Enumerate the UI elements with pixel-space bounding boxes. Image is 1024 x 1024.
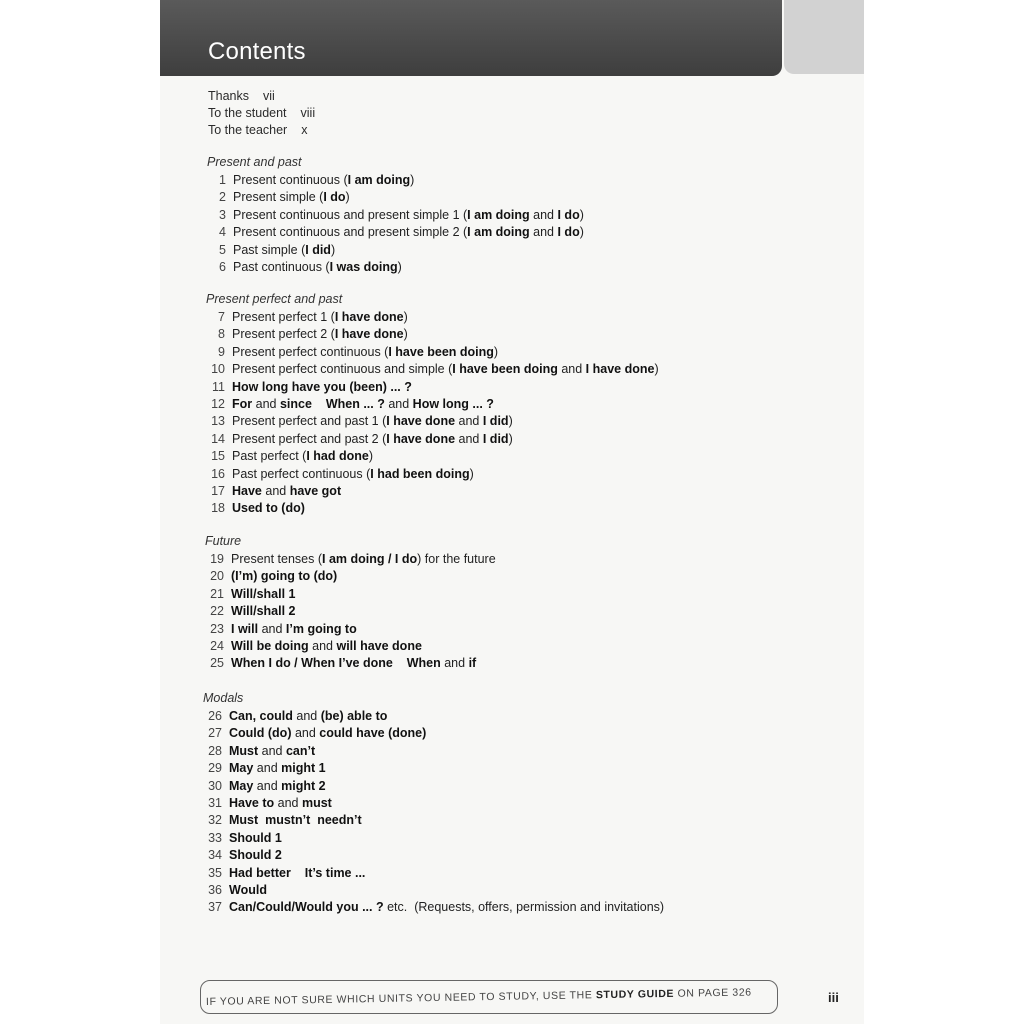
unit-number: 32: [208, 813, 222, 828]
unit-text: Present tenses (: [231, 552, 323, 566]
unit-keyword: Would: [229, 882, 267, 897]
unit-text: ): [403, 310, 408, 324]
unit-text: Present continuous and present simple 1 (: [233, 207, 468, 222]
unit-number: 7: [218, 310, 225, 324]
unit-entry[interactable]: [206, 431, 659, 448]
study-guide-link[interactable]: STUDY GUIDE: [595, 987, 675, 1002]
unit-text: ): [345, 190, 350, 205]
unit-number: 22: [210, 604, 224, 619]
unit-text: Present perfect continuous (: [232, 344, 389, 359]
unit-keyword: I have done: [334, 327, 404, 342]
unit-list: [203, 708, 664, 917]
unit-keyword: (be) able to: [320, 709, 388, 723]
unit-text: and: [455, 431, 483, 446]
unit-keyword: might 2: [281, 778, 326, 793]
unit-keyword: I am doing: [467, 207, 530, 222]
unit-number: 37: [208, 900, 222, 915]
unit-text: Present perfect and past 2 (: [232, 431, 387, 446]
unit-entry[interactable]: [207, 224, 584, 241]
front-matter-page: vii: [263, 89, 275, 103]
unit-number: 14: [211, 431, 225, 446]
unit-keyword: Must: [229, 743, 259, 758]
unit-text: Present perfect 2 (: [232, 327, 335, 342]
unit-keyword: might 1: [281, 761, 326, 776]
unit-text: and: [529, 225, 558, 240]
unit-text: Present simple (: [233, 190, 324, 205]
unit-text: ): [654, 362, 659, 377]
unit-entry[interactable]: [205, 586, 496, 603]
unit-entry[interactable]: [206, 396, 659, 413]
unit-entry[interactable]: [206, 326, 659, 343]
unit-entry[interactable]: [206, 500, 659, 517]
unit-entry[interactable]: [205, 603, 496, 620]
front-matter-item[interactable]: [208, 105, 315, 122]
section-present-perfect-and-past: [206, 291, 659, 518]
unit-keyword: When ... ?: [325, 396, 385, 411]
unit-number: 24: [210, 638, 224, 653]
unit-text: ): [469, 466, 474, 481]
unit-keyword: Should 1: [229, 830, 282, 845]
unit-keyword: When: [406, 656, 441, 671]
unit-list: [205, 551, 496, 673]
unit-number: 8: [218, 327, 225, 342]
front-matter-list: [208, 88, 315, 139]
unit-number: 5: [219, 242, 226, 257]
unit-keyword: Should 2: [229, 848, 282, 863]
unit-entry[interactable]: [206, 309, 659, 326]
unit-entry[interactable]: [205, 621, 496, 638]
unit-number: 33: [208, 830, 222, 845]
unit-entry[interactable]: [206, 344, 659, 361]
unit-keyword: I have been doing: [452, 362, 558, 377]
unit-text: and: [252, 396, 280, 411]
unit-number: 31: [208, 795, 222, 810]
unit-keyword: I have done: [386, 414, 456, 429]
unit-keyword: It’s time ...: [304, 865, 366, 880]
unit-text: ): [579, 207, 584, 222]
unit-number: 18: [211, 501, 225, 516]
unit-number: 12: [211, 396, 225, 411]
unit-text: and: [440, 656, 469, 671]
unit-keyword: since: [279, 396, 312, 411]
unit-entry[interactable]: [203, 847, 664, 864]
unit-number: 30: [208, 778, 222, 793]
unit-entry[interactable]: [207, 242, 584, 259]
unit-keyword: May: [229, 761, 254, 776]
unit-entry[interactable]: [206, 483, 659, 500]
unit-number: 25: [210, 656, 224, 671]
unit-entry[interactable]: [203, 725, 664, 742]
front-matter-page: x: [301, 123, 308, 137]
unit-keyword: if: [468, 656, 477, 671]
unit-list: [206, 309, 659, 518]
unit-number: 20: [210, 569, 224, 584]
unit-text: and: [253, 778, 282, 793]
page-title: Contents: [208, 38, 306, 65]
unit-text: and: [308, 638, 337, 653]
unit-keyword: I have been doing: [388, 344, 494, 359]
unit-keyword: I had been doing: [370, 466, 470, 481]
unit-number: 21: [210, 586, 224, 601]
unit-number: 36: [208, 882, 222, 897]
unit-keyword: Will be doing: [231, 638, 309, 653]
unit-keyword: I do: [323, 190, 346, 205]
unit-entry[interactable]: [203, 899, 664, 916]
unit-entry[interactable]: [206, 448, 659, 465]
unit-text: and: [291, 726, 320, 741]
unit-keyword: I do: [557, 207, 580, 222]
unit-keyword: can’t: [285, 743, 316, 758]
unit-number: 13: [211, 414, 225, 429]
unit-text: and: [557, 362, 586, 377]
unit-keyword: Have: [232, 483, 262, 498]
unit-keyword: I was doing: [329, 259, 398, 274]
front-matter-item[interactable]: [208, 122, 315, 139]
unit-entry[interactable]: [205, 655, 496, 672]
unit-keyword: How long ... ?: [412, 396, 494, 411]
unit-entry[interactable]: [203, 865, 664, 882]
unit-number: 29: [208, 761, 222, 776]
unit-text: and: [274, 795, 302, 810]
unit-number: 6: [219, 259, 226, 274]
unit-keyword: have got: [289, 483, 342, 498]
unit-keyword: I do: [557, 225, 580, 240]
page-number: iii: [828, 990, 839, 1005]
unit-text: Past simple (: [233, 242, 306, 257]
unit-keyword: I had done: [306, 449, 369, 464]
unit-number: 17: [211, 483, 225, 498]
unit-entry[interactable]: [206, 466, 659, 483]
unit-text: [393, 656, 407, 670]
unit-entry[interactable]: [205, 638, 496, 655]
unit-number: 1: [219, 173, 226, 187]
unit-keyword: Used to (do): [232, 501, 305, 516]
unit-number: 3: [219, 207, 226, 222]
unit-keyword: will have done: [336, 638, 422, 653]
unit-keyword: When I do / When I’ve done: [231, 656, 393, 671]
unit-number: 15: [211, 449, 225, 464]
unit-keyword: Had better: [229, 865, 291, 880]
unit-text: ): [368, 449, 374, 464]
unit-text: [312, 397, 326, 411]
front-matter-label: To the student: [208, 106, 287, 120]
unit-entry[interactable]: [206, 379, 659, 396]
unit-text: Past perfect (: [232, 449, 307, 464]
unit-text: ): [493, 344, 499, 359]
unit-number: 4: [219, 225, 226, 240]
unit-text: ): [508, 414, 513, 429]
front-matter-page: viii: [300, 106, 316, 120]
unit-text: Present perfect continuous and simple (: [232, 362, 453, 377]
unit-text: ): [397, 259, 402, 274]
unit-text: Present perfect and past 1 (: [232, 414, 387, 429]
unit-entry[interactable]: [203, 708, 664, 725]
unit-entry[interactable]: [203, 778, 664, 795]
unit-keyword: I did: [482, 414, 509, 429]
study-guide-page-ref: ON PAGE 326: [673, 986, 752, 1000]
unit-text: Present continuous and present simple 2 (: [233, 225, 468, 240]
unit-text: and: [455, 414, 483, 429]
header-side-tab: [784, 0, 864, 74]
front-matter-label: To the teacher: [208, 123, 288, 137]
unit-keyword: I will: [231, 621, 259, 636]
section-present-and-past: [207, 154, 584, 276]
unit-number: 28: [208, 743, 222, 758]
unit-keyword: I did: [305, 242, 331, 257]
unit-number: 2: [219, 190, 226, 205]
section-title: Present perfect and past: [206, 292, 343, 306]
unit-number: 16: [211, 466, 225, 481]
unit-list: [207, 172, 584, 276]
unit-number: 26: [208, 709, 222, 723]
unit-text: ): [508, 431, 513, 446]
unit-keyword: How long have you (been) ... ?: [232, 379, 412, 394]
unit-text: ) for the future: [417, 552, 496, 566]
section-title: Modals: [203, 691, 244, 705]
unit-text: and: [384, 396, 413, 411]
unit-entry[interactable]: [205, 551, 496, 568]
section-modals: [203, 690, 664, 917]
unit-entry[interactable]: [207, 207, 584, 224]
unit-number: 10: [211, 362, 225, 377]
unit-entry[interactable]: [203, 795, 664, 812]
unit-entry[interactable]: [203, 760, 664, 777]
unit-entry[interactable]: [206, 361, 659, 378]
unit-keyword: Can/Could/Would you ... ?: [229, 900, 384, 915]
unit-number: 34: [208, 848, 222, 863]
front-matter-item[interactable]: [208, 88, 315, 105]
unit-entry[interactable]: [205, 568, 496, 585]
unit-keyword: Must mustn’t needn’t: [229, 813, 362, 828]
unit-keyword: Have to: [229, 795, 275, 810]
unit-number: 23: [210, 621, 224, 636]
unit-keyword: For: [232, 396, 253, 411]
unit-keyword: Can, could: [229, 709, 293, 723]
unit-keyword: I am doing: [347, 173, 411, 187]
unit-keyword: I have done: [585, 362, 655, 377]
section-title: Present and past: [207, 155, 302, 169]
unit-keyword: I have done: [334, 310, 404, 324]
unit-text: Past perfect continuous (: [232, 466, 371, 481]
unit-text: ): [579, 225, 584, 240]
unit-text: ): [410, 173, 415, 187]
unit-text: [291, 866, 305, 880]
unit-keyword: I am doing / I do: [322, 552, 418, 566]
unit-text: Present perfect 1 (: [232, 310, 335, 324]
unit-keyword: Will/shall 1: [231, 586, 296, 601]
unit-entry[interactable]: [207, 259, 584, 276]
unit-number: 19: [210, 552, 224, 566]
unit-text: etc. (Requests, offers, permission and invitations): [383, 900, 665, 915]
unit-text: and: [292, 709, 321, 723]
unit-entry[interactable]: [207, 189, 584, 206]
unit-number: 9: [218, 344, 225, 359]
unit-keyword: must: [301, 795, 332, 810]
unit-keyword: I am doing: [467, 225, 530, 240]
unit-text: and: [258, 743, 286, 758]
unit-text: and: [529, 207, 558, 222]
unit-text: Present continuous (: [233, 173, 348, 187]
unit-number: 35: [208, 865, 222, 880]
unit-keyword: I’m going to: [285, 621, 357, 636]
unit-text: ): [403, 327, 408, 342]
unit-entry[interactable]: [206, 413, 659, 430]
front-matter-label: Thanks: [208, 89, 249, 103]
unit-text: and: [258, 621, 286, 636]
unit-keyword: I have done: [386, 431, 456, 446]
unit-text: Past continuous (: [233, 259, 330, 274]
unit-entry[interactable]: [203, 882, 664, 899]
unit-text: and: [261, 483, 290, 498]
unit-text: and: [253, 761, 282, 776]
unit-keyword: May: [229, 778, 254, 793]
unit-number: 11: [212, 379, 225, 394]
unit-entry[interactable]: [207, 172, 584, 189]
unit-number: 27: [208, 726, 222, 741]
unit-keyword: Could (do): [229, 726, 292, 741]
unit-entry[interactable]: [203, 812, 664, 829]
unit-entry[interactable]: [203, 743, 664, 760]
study-guide-note-text: IF YOU ARE NOT SURE WHICH UNITS YOU NEED TO STUDY, USE THE: [205, 989, 596, 1008]
unit-text: ): [330, 242, 336, 257]
unit-entry[interactable]: [203, 830, 664, 847]
section-future: [205, 533, 496, 673]
unit-keyword: I did: [482, 431, 509, 446]
unit-keyword: Will/shall 2: [231, 604, 296, 619]
section-title: Future: [205, 534, 242, 548]
unit-keyword: (I’m) going to (do): [231, 569, 338, 584]
unit-keyword: could have (done): [319, 726, 427, 741]
